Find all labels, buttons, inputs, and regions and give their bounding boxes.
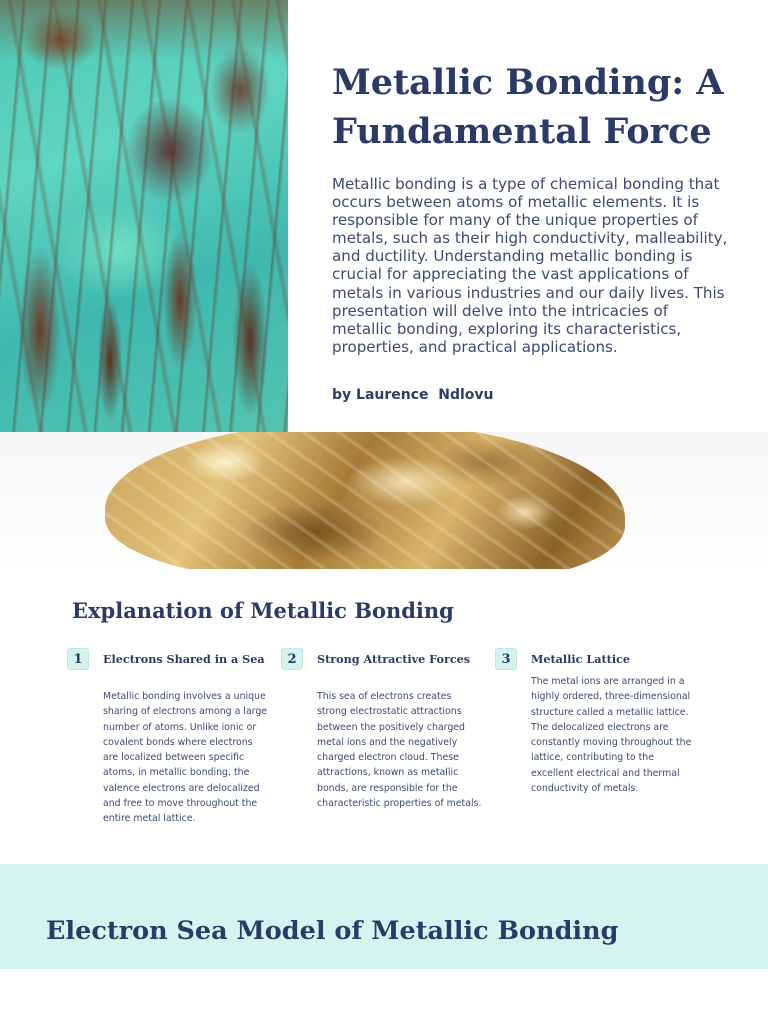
section-title-electron-sea: Electron Sea Model of Metallic Bonding	[46, 916, 619, 946]
card-text: This sea of electrons creates strong electrostatic attractions between the positively charged metal ions and the negatively charged electron cloud. These attractions, known as metallic bonds, are responsible for the characteristic properties of metals.	[317, 691, 482, 810]
card-text: The metal ions are arranged in a highly ordered, three-dimensional structure called a metallic lattice. The delocalized electrons are constantly moving throughout the lattice, contributing to the excellent electrical and thermal conductivity of metals.	[531, 676, 692, 795]
gold-nugget-banner	[0, 432, 768, 569]
author-byline: by Laurence Ndlovu	[332, 387, 494, 403]
rusted-metal-image	[0, 0, 288, 432]
section-title-explanation: Explanation of Metallic Bonding	[72, 598, 454, 623]
gold-nugget-image	[105, 432, 625, 569]
step-number-badge: 1	[67, 648, 89, 670]
intro-paragraph: Metallic bonding is a type of chemical bonding that occurs between atoms of metallic elements. It is responsible for many of the unique properties of metals, such as their high conductivity, malleability, and ductility. Understanding metallic bonding is crucial for appreciating the vast applications of metals in various industries and our daily lives. This presentation will delve into the intricacies of metallic bonding, exploring its characteristics, properties, and practical applications.	[332, 175, 728, 356]
step-number-badge: 3	[495, 648, 517, 670]
card-title: Strong Attractive Forces	[317, 652, 471, 666]
page-title: Metallic Bonding: A Fundamental Force	[332, 62, 724, 152]
card-title: Electrons Shared in a Sea	[103, 652, 265, 666]
card-text: Metallic bonding involves a unique sharing of electrons among a large number of atoms. Unlike ionic or covalent bonds where electrons are localized between specific atoms, in metallic bonding, the valence electrons are delocalized and free to move throughout the entire metal lattice.	[103, 691, 268, 825]
card-title: Metallic Lattice	[531, 652, 631, 666]
step-number-badge: 2	[281, 648, 303, 670]
